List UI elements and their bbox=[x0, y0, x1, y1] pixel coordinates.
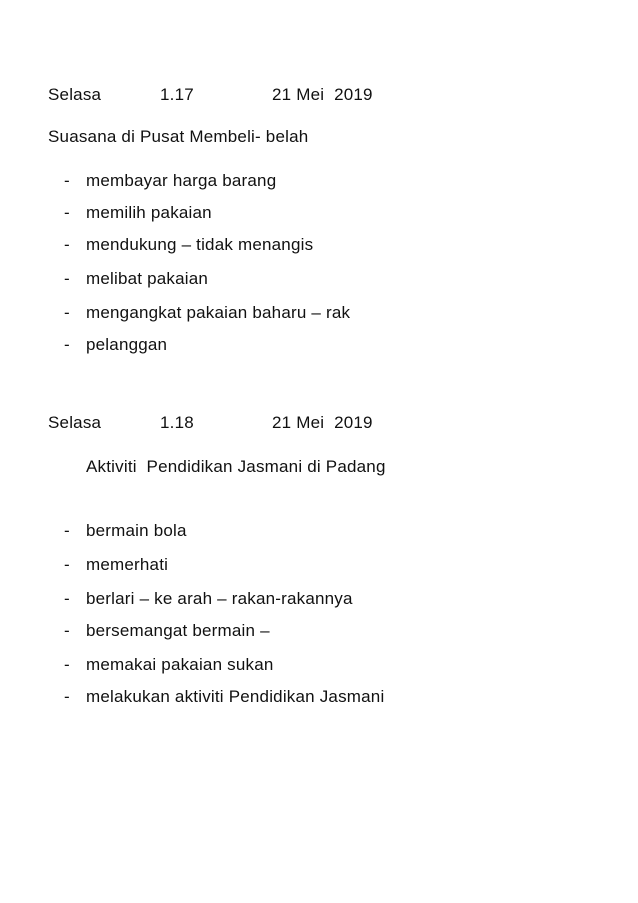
list-item-text: mendukung – tidak menangis bbox=[86, 235, 314, 254]
list-item-text: memilih pakaian bbox=[86, 203, 212, 222]
entry-2-title: Aktiviti Pendidikan Jasmani di Padang bbox=[86, 457, 386, 476]
bullet-marker: - bbox=[64, 203, 70, 222]
entry-1-date: 21 Mei 2019 bbox=[272, 85, 373, 104]
list-item-text: memerhati bbox=[86, 555, 169, 574]
list-item-text: bermain bola bbox=[86, 521, 187, 540]
list-item-text: pelanggan bbox=[86, 335, 168, 354]
list-item-text: mengangkat pakaian baharu – rak bbox=[86, 303, 351, 322]
list-item-text: berlari – ke arah – rakan-rakannya bbox=[86, 589, 353, 608]
entry-2-day: Selasa bbox=[48, 413, 102, 432]
list-item-text: membayar harga barang bbox=[86, 171, 277, 190]
list-item-text: melakukan aktiviti Pendidikan Jasmani bbox=[86, 687, 385, 706]
bullet-marker: - bbox=[64, 687, 70, 706]
entry-2-code: 1.18 bbox=[160, 413, 194, 432]
bullet-marker: - bbox=[64, 235, 70, 254]
list-item-text: bersemangat bermain – bbox=[86, 621, 270, 640]
entry-1-code: 1.17 bbox=[160, 85, 194, 104]
list-item-text: memakai pakaian sukan bbox=[86, 655, 274, 674]
entry-1-day: Selasa bbox=[48, 85, 102, 104]
bullet-marker: - bbox=[64, 555, 70, 574]
bullet-marker: - bbox=[64, 521, 70, 540]
list-item-text: melibat pakaian bbox=[86, 269, 209, 288]
bullet-marker: - bbox=[64, 655, 70, 674]
entry-1-title: Suasana di Pusat Membeli- belah bbox=[48, 127, 309, 146]
bullet-marker: - bbox=[64, 589, 70, 608]
bullet-marker: - bbox=[64, 621, 70, 640]
bullet-marker: - bbox=[64, 335, 70, 354]
bullet-marker: - bbox=[64, 303, 70, 322]
bullet-marker: - bbox=[64, 171, 70, 190]
entry-2-date: 21 Mei 2019 bbox=[272, 413, 373, 432]
bullet-marker: - bbox=[64, 269, 70, 288]
